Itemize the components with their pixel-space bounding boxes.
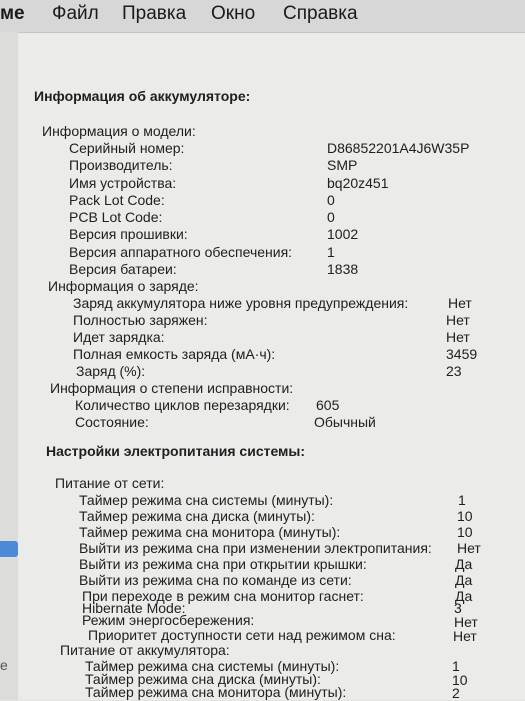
ac-wake-lid-label: Выйти из режима сна при открытии крышки: (79, 556, 367, 572)
sidebar (0, 32, 19, 700)
health-info-header: Информация о степени исправности: (50, 380, 294, 396)
ac-network-priority-value: Нет (453, 628, 477, 644)
menu-app-name[interactable]: ме (0, 3, 25, 24)
fully-charged-label: Полностью заряжен: (73, 312, 208, 328)
ac-network-priority-label: Приоритет доступности сети над режимом сна: (88, 627, 396, 643)
condition-value: Обычный (314, 414, 376, 430)
power-heading: Настройки электропитания системы: (46, 443, 306, 459)
ac-wake-network-value: Да (455, 572, 473, 588)
charge-percent-value: 23 (446, 363, 462, 379)
menu-bar (0, 0, 525, 33)
firmware-label: Версия прошивки: (69, 226, 188, 242)
device-name-value: bq20z451 (327, 175, 389, 191)
ac-system-sleep-value: 1 (458, 492, 466, 508)
batt-display-sleep-value: 2 (452, 685, 460, 701)
firmware-value: 1002 (327, 226, 359, 242)
ac-display-sleep-label: Таймер режима сна монитора (минуты): (79, 524, 341, 540)
ac-display-sleep-value: 10 (457, 524, 473, 540)
serial-value: D86852201A4J6W35P (327, 140, 470, 156)
ac-wake-power-change-value: Нет (457, 540, 481, 556)
ac-wake-network-label: Выйти из режима сна по команде из сети: (79, 572, 352, 588)
ac-low-power-label: Режим энергосбережения: (82, 612, 255, 628)
charging-value: Нет (446, 329, 470, 345)
ac-power-header: Питание от сети: (55, 475, 165, 491)
ac-display-sleep-dims-label: При переходе в режим сна монитор гаснет: (82, 588, 364, 604)
pack-lot-value: 0 (327, 192, 335, 208)
batt-disk-sleep-value: 10 (452, 672, 468, 688)
device-name-label: Имя устройства: (69, 175, 177, 191)
hardware-version-label: Версия аппаратного обеспечения: (69, 244, 293, 260)
battery-power-header: Питание от аккумулятора: (60, 642, 230, 658)
pack-lot-label: Pack Lot Code: (69, 192, 165, 208)
charging-label: Идет зарядка: (73, 329, 165, 345)
batt-system-sleep-value: 1 (452, 658, 460, 674)
full-capacity-value: 3459 (446, 346, 478, 362)
full-capacity-label: Полная емкость заряда (мА·ч): (73, 346, 276, 362)
ac-system-sleep-label: Таймер режима сна системы (минуты): (79, 492, 334, 508)
hardware-version-value: 1 (327, 244, 335, 260)
menu-help[interactable]: Справка (283, 3, 358, 24)
ac-display-sleep-dims-value: Да (455, 588, 473, 604)
charge-warning-value: Нет (448, 295, 472, 311)
battery-heading: Информация об аккумуляторе: (34, 88, 251, 104)
pcb-lot-value: 0 (327, 209, 335, 225)
ac-disk-sleep-label: Таймер режима сна диска (минуты): (79, 508, 315, 524)
battery-version-value: 1838 (327, 261, 359, 277)
menu-file[interactable]: Файл (52, 3, 99, 24)
model-info-header: Информация о модели: (42, 123, 196, 139)
battery-version-label: Версия батареи: (69, 261, 177, 277)
charge-info-header: Информация о заряде: (48, 278, 199, 294)
batt-system-sleep-label: Таймер режима сна системы (минуты): (85, 658, 340, 674)
serial-label: Серийный номер: (69, 140, 185, 156)
cycle-count-label: Количество циклов перезарядки: (75, 397, 290, 413)
manufacturer-value: SMP (327, 157, 358, 173)
batt-display-sleep-label: Таймер режима сна монитора (минуты): (85, 684, 347, 700)
condition-label: Состояние: (75, 414, 149, 430)
menu-edit[interactable]: Правка (122, 3, 187, 24)
charge-percent-label: Заряд (%): (76, 363, 146, 379)
manufacturer-label: Производитель: (69, 157, 173, 173)
ac-disk-sleep-value: 10 (457, 508, 473, 524)
ac-wake-power-change-label: Выйти из режима сна при изменении электропитания: (79, 540, 432, 556)
ac-wake-lid-value: Да (455, 556, 473, 572)
pcb-lot-label: PCB Lot Code: (69, 209, 163, 225)
cycle-count-value: 605 (316, 397, 340, 413)
sidebar-selected-item[interactable] (0, 541, 18, 557)
sidebar-item-fragment[interactable]: e (0, 657, 8, 673)
charge-warning-label: Заряд аккумулятора ниже уровня предупреждения: (73, 295, 409, 311)
ac-hibernate-mode-value: 3 (454, 600, 462, 616)
ac-hibernate-mode-label: Hibernate Mode: (82, 600, 186, 616)
batt-disk-sleep-label: Таймер режима сна диска (минуты): (85, 671, 321, 687)
ac-low-power-value: Нет (454, 614, 478, 630)
menu-window[interactable]: Окно (211, 3, 256, 24)
fully-charged-value: Нет (446, 312, 470, 328)
